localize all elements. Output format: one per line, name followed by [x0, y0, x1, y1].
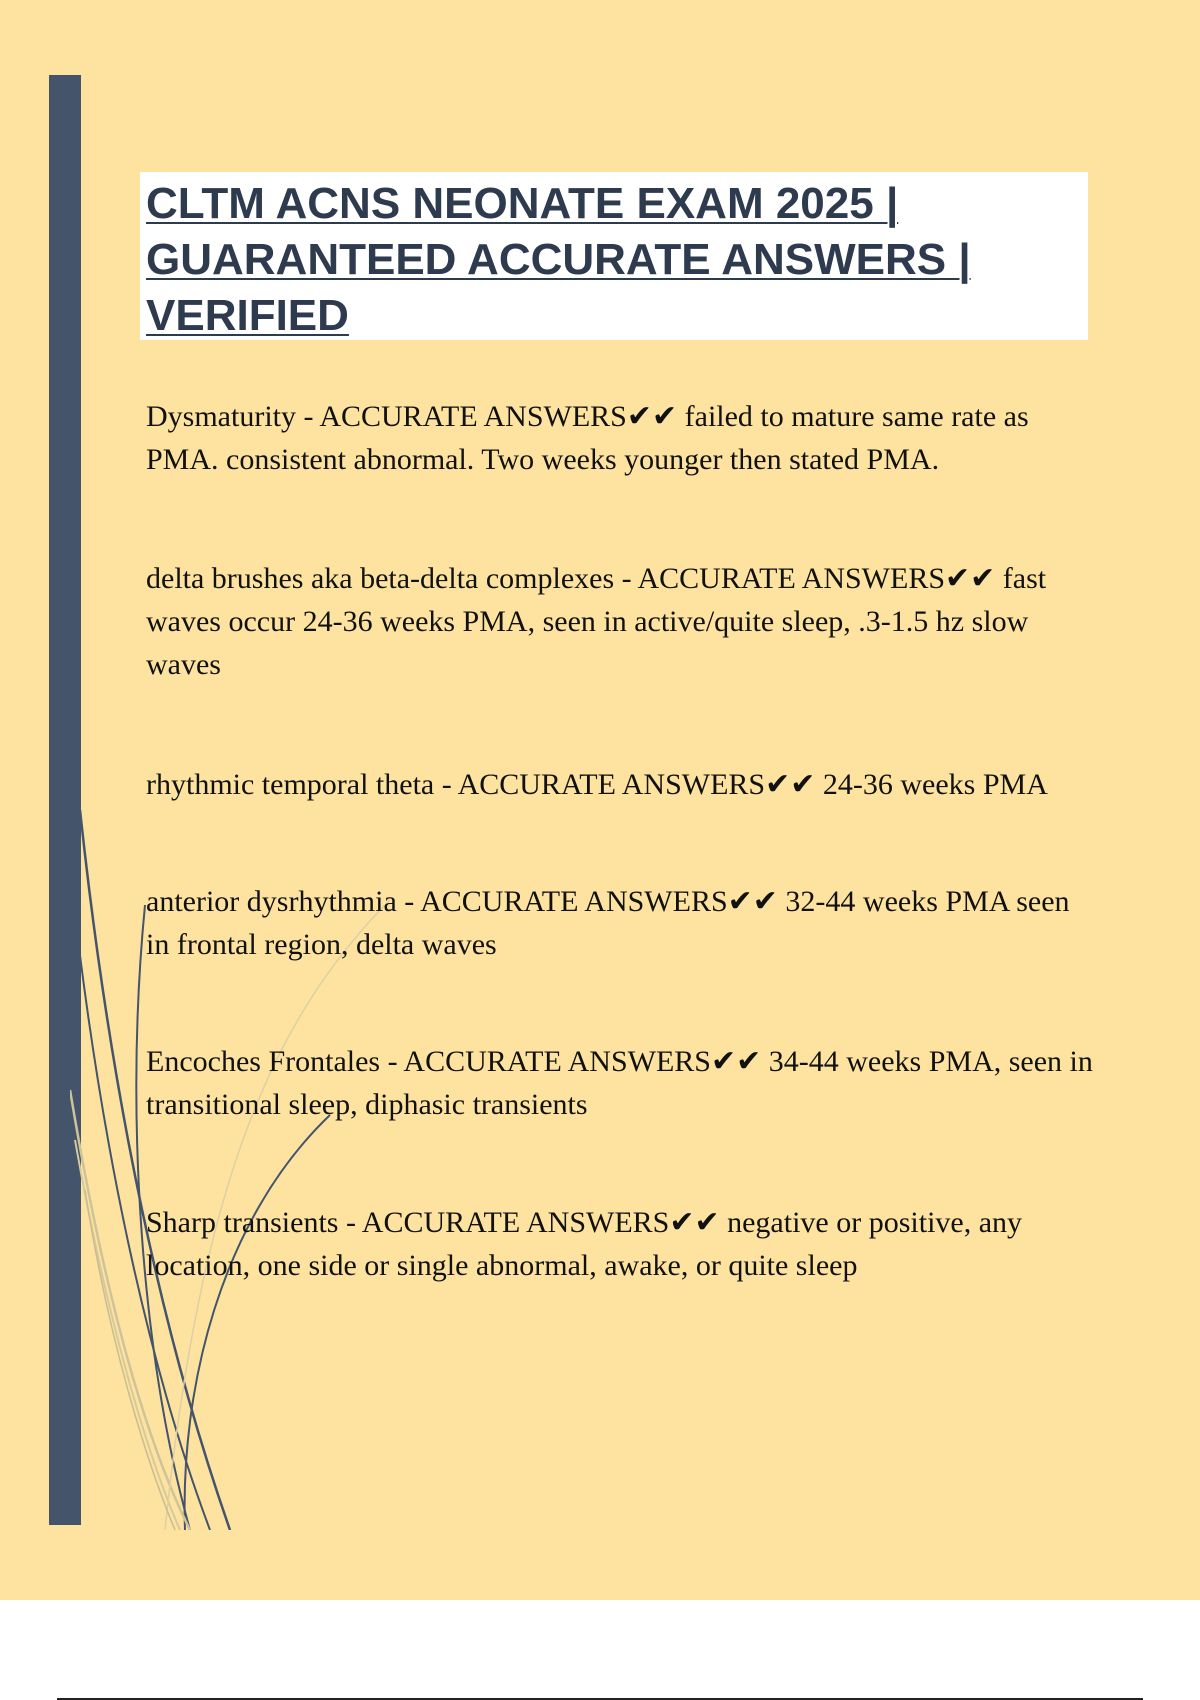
qa-list	[146, 395, 1096, 1287]
qa-entry: Encoches Frontales - ACCURATE ANSWERS✔✔ 34-44 weeks PMA, seen in transitional sleep, diphasic transients	[146, 1045, 1093, 1121]
document-title: CLTM ACNS NEONATE EXAM 2025 | GUARANTEED ACCURATE ANSWERS | VERIFIED	[146, 179, 971, 340]
qa-entry: Dysmaturity - ACCURATE ANSWERS✔✔ failed to mature same rate as PMA. consistent abnormal. Two weeks younger then stated PMA.	[146, 400, 1029, 476]
qa-entry: rhythmic temporal theta - ACCURATE ANSWERS✔✔ 24-36 weeks PMA	[146, 768, 1048, 801]
qa-entry: delta brushes aka beta-delta complexes - ACCURATE ANSWERS✔✔ fast waves occur 24-36 weeks PMA, seen in active/quite sleep, .3-1.5 hz slow waves	[146, 562, 1047, 681]
qa-entry: Sharp transients - ACCURATE ANSWERS✔✔ negative or positive, any location, one side or single abnormal, awake, or quite sleep	[146, 1206, 1023, 1282]
qa-entry: anterior dysrhythmia - ACCURATE ANSWERS✔✔ 32-44 weeks PMA seen in frontal region, delta waves	[146, 885, 1070, 961]
